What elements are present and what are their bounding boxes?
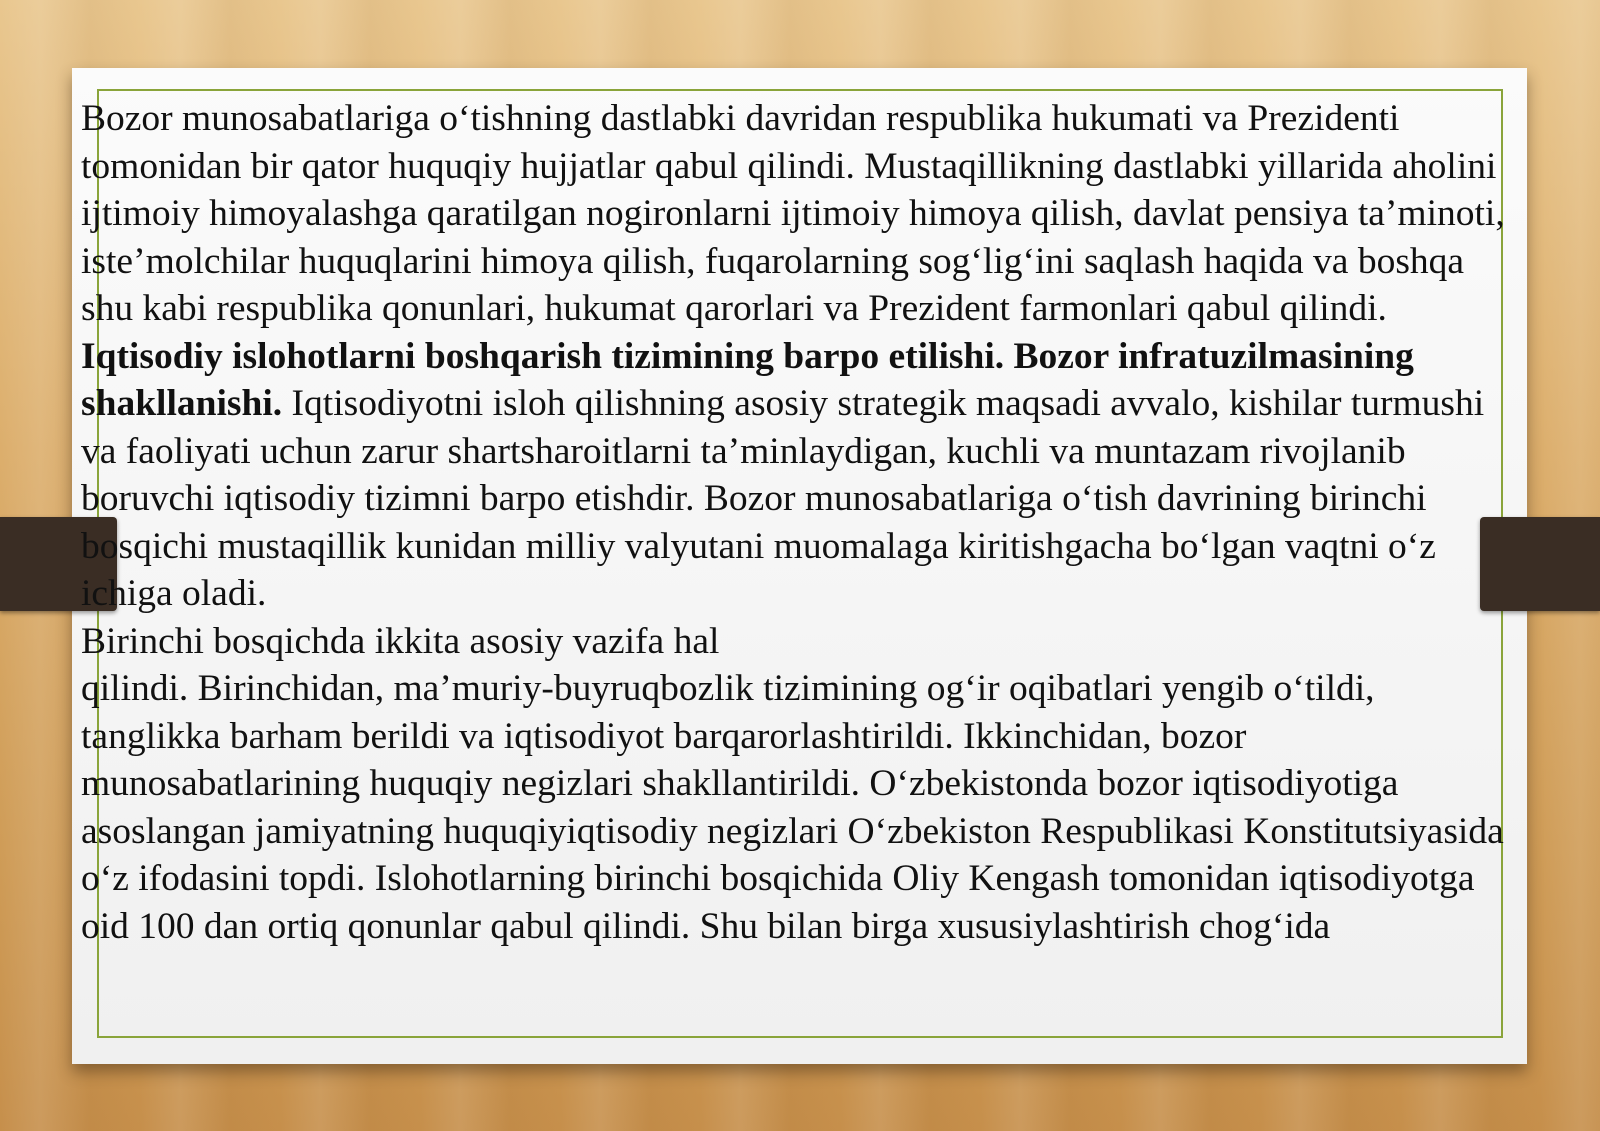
paragraph-economic-reforms xyxy=(81,333,1521,618)
paragraph-first-stage-tasks: qilindi. Birinchidan, ma’muriy-buyruqbozlik tizimining og‘ir oqibatlari yengib o‘tildi, tanglikka barham berildi va iqtisodiyot barqarorlashtirildi. Ikkinchidan, bozor munosabatlarining huquqiy negizlari shakllantirildi. O‘zbekistonda bozor iqtisodiyotiga asoslangan jamiyatning huquqiyiqtisodiy negizlari O‘zbekiston Respublikasi Konstitutsiyasida o‘z ifodasini topdi. Islohotlarning birinchi bosqichida Oliy Kengash tomonidan iqtisodiyotga oid 100 dan ortiq qonunlar qabul qilindi. Shu bilan birga xususiylashtirish chog‘ida xyxy=(81,668,1504,947)
paragraph-legal-documents: Bozor munosabatlariga o‘tishning dastlabki davridan respublika hukumati va Prezidenti tomonidan bir qator huquqiy hujjatlar qabul qilindi. Mustaqillikning dastlabki yillarida aholini ijtimoiy himoyalashga qaratilgan nogironlarni ijtimoiy himoya qilish, davlat pensiya ta’minoti, iste’molchilar huquqlarini himoya qilish, fuqarolarning sog‘lig‘ini saqlash haqida va boshqa shu kabi respublika qonunlari, hukumat qarorlari va Prezident farmonlari qabul qilindi. xyxy=(81,98,1505,329)
paragraph-first-stage: Birinchi bosqichda ikkita asosiy vazifa hal xyxy=(81,620,720,662)
paragraph-heading-bold: Iqtisodiy islohotlarni boshqarish tizimining barpo etilishi. Bozor infratuzilmasining shakllanishi. xyxy=(81,335,1414,424)
paragraph-economic-reforms-text: Iqtisodiyotni isloh qilishning asosiy strategik maqsadi avvalo, kishilar turmushi va faoliyati uchun zarur shartsharoitlarni ta’minlaydigan, kuchli va muntazam rivojlanib boruvchi iqtisodiy tizimni barpo etishdir. Bozor munosabatlariga o‘tish davrining birinchi bosqichi mustaqillik kunidan milliy valyutani muomalaga kiritishgacha bo‘lgan vaqtni o‘z ichiga oladi. xyxy=(81,383,1485,614)
slide-body-text xyxy=(81,95,1521,950)
